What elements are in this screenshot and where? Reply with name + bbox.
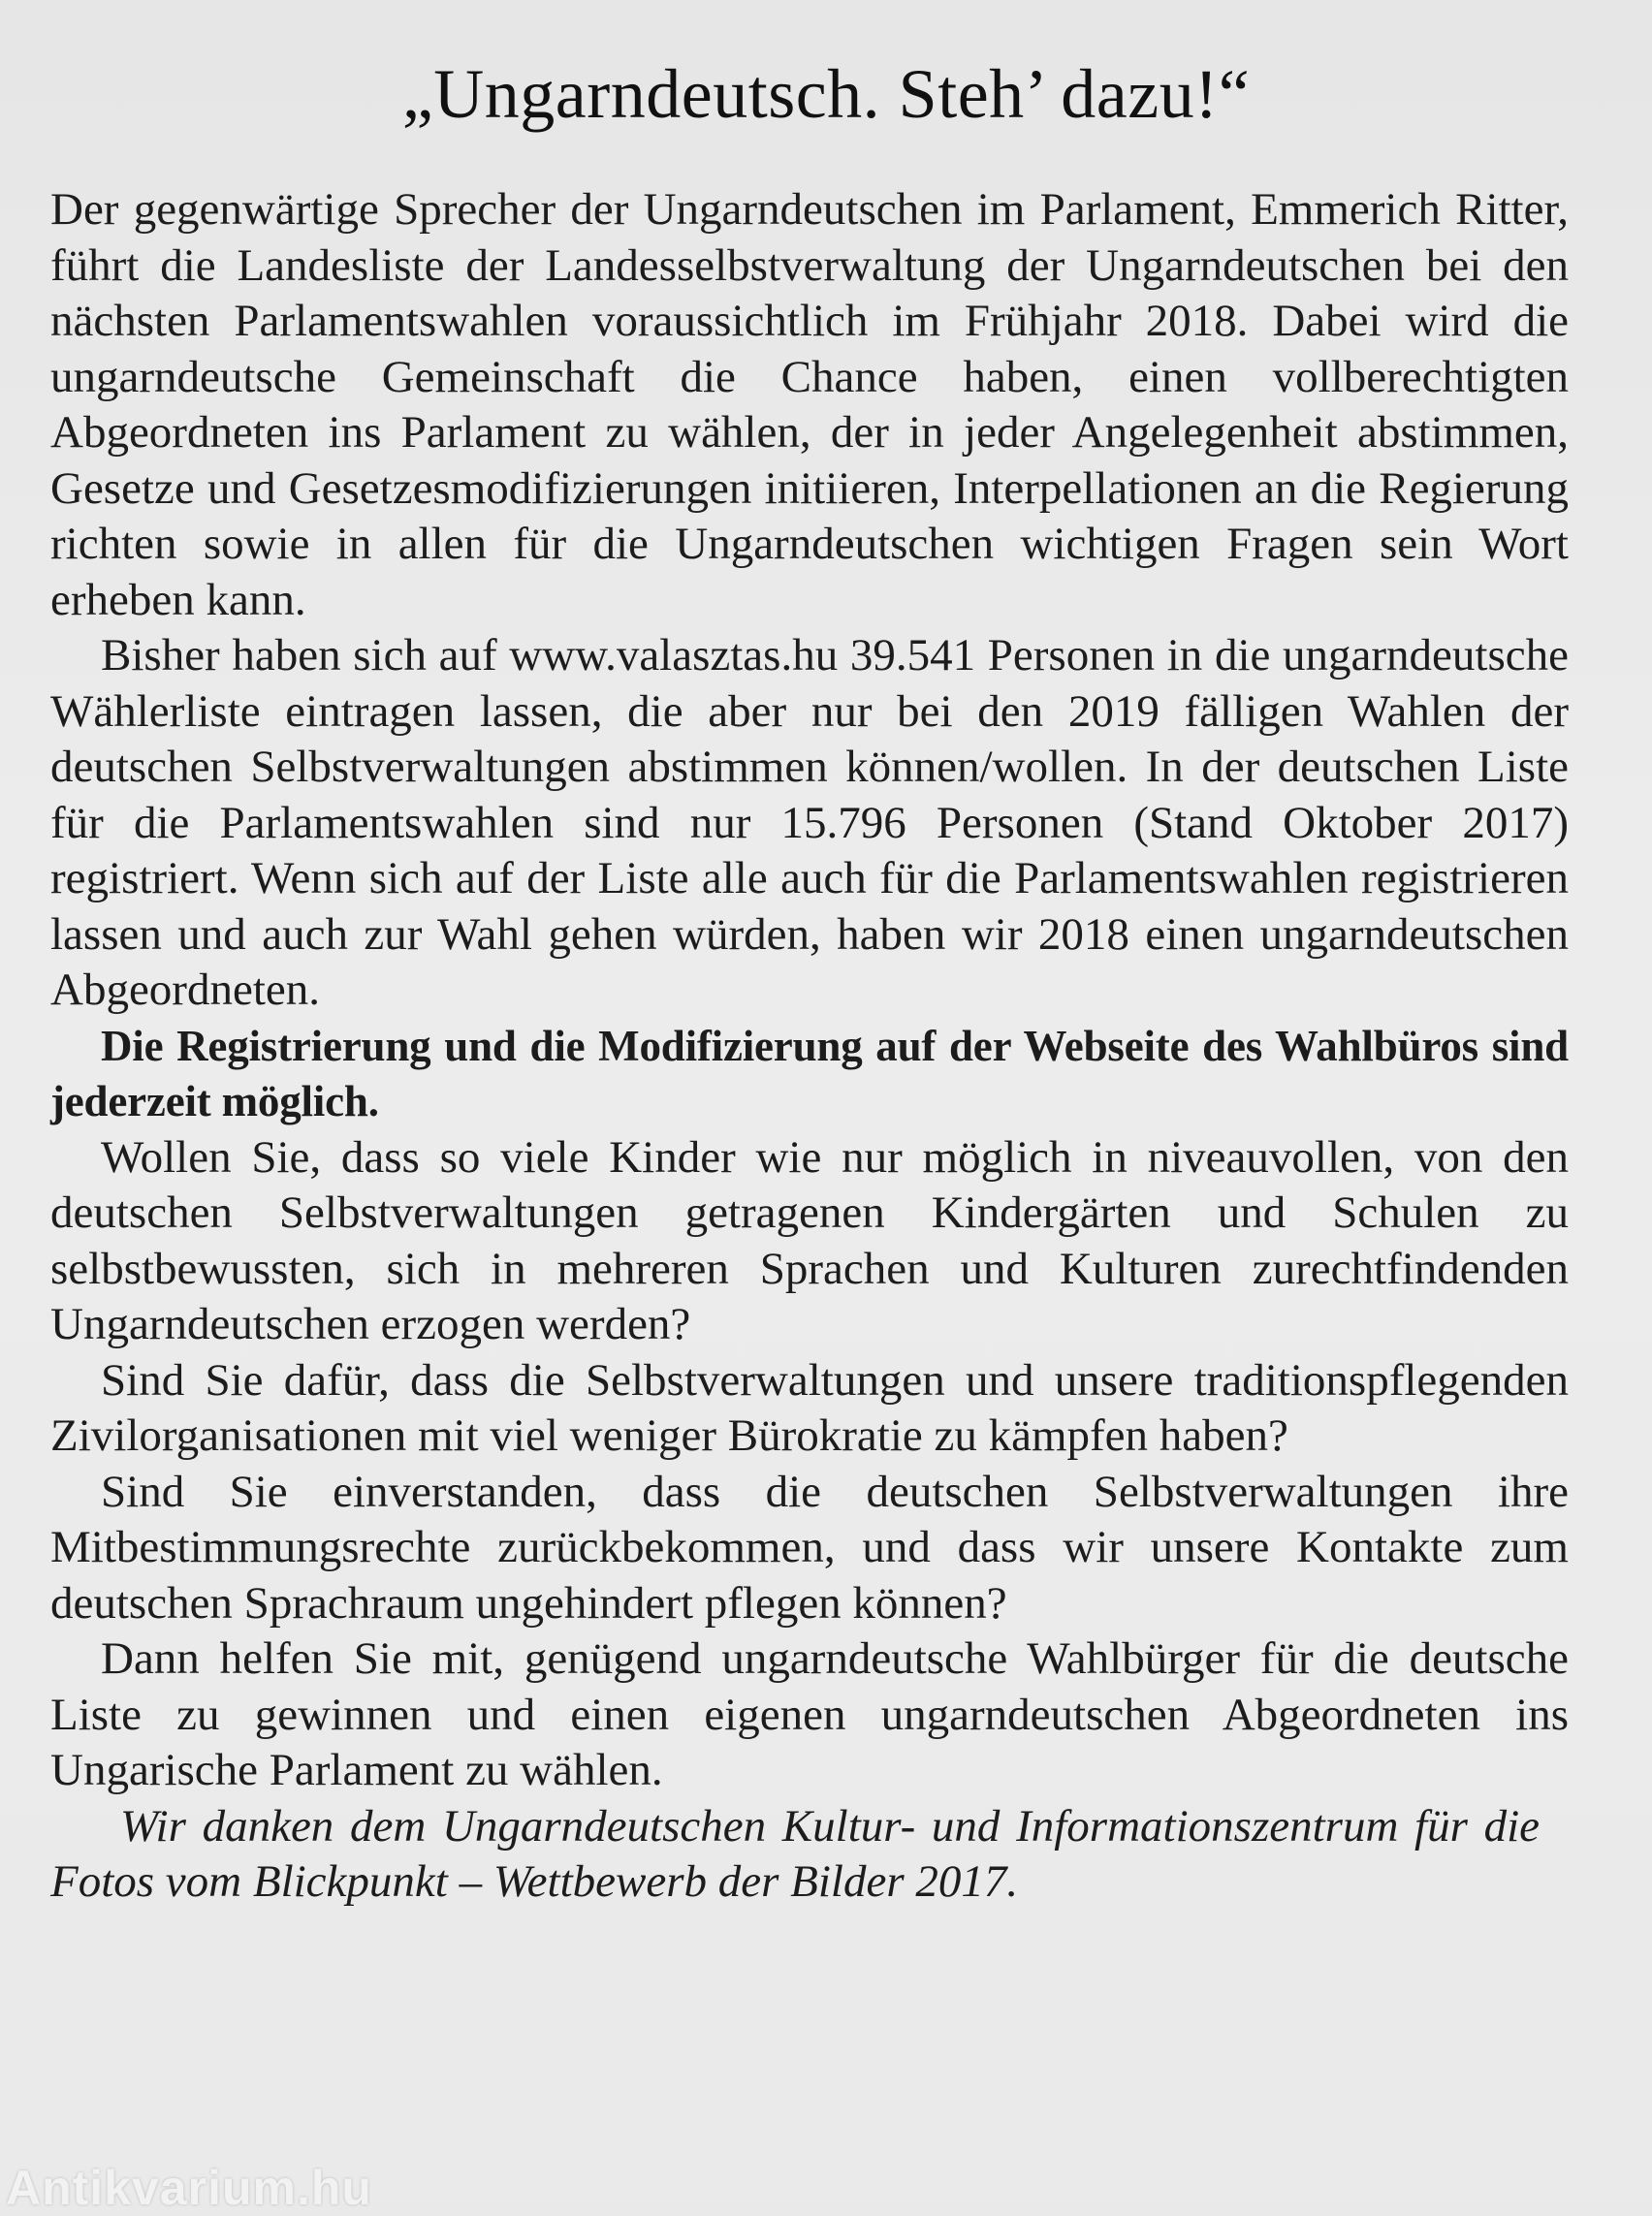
paragraph-photo-credits: Wir danken dem Ungarndeutschen Kultur- und Informationszentrum für die Fotos vom Blickpunkt – Wettbewerb der Bilder 2017. — [50, 1800, 1540, 1907]
article-title: „Ungarndeutsch. Steh’ dazu!“ — [401, 55, 1251, 133]
article-body — [50, 182, 1569, 1911]
paragraph-registration-stats: Bisher haben sich auf www.valasztas.hu 39.541 Personen in die ungarndeutsche Wählerliste eintragen lassen, die aber nur bei den 2019 fälligen Wahlen der deutschen Selbstverwaltungen abstimmen können/wollen. In der deutschen Liste für die Parlamentswahlen sind nur 15.796 Personen (Stand Oktober 2017) registriert. Wenn sich auf der Liste alle auch für die Parlamentswahlen registrieren lassen und auch zur Wahl gehen würden, haben wir 2018 einen ungarndeutschen Abgeordneten. — [50, 630, 1569, 1015]
paragraph-question-rights: Sind Sie einverstanden, dass die deutschen Selbstverwaltungen ihre Mitbestimmungsrechte zurückbekommen, und dass wir unsere Kontakte zum deutschen Sprachraum ungehindert pflegen können? — [50, 1466, 1569, 1629]
antikvarium-watermark: Antikvarium.hu — [6, 2161, 372, 2215]
paragraph-question-bureaucracy: Sind Sie dafür, dass die Selbstverwaltungen und unsere traditionspflegenden Zivilorganisationen mit viel weniger Bürokratie zu kämpfen haben? — [50, 1354, 1569, 1461]
paragraph-intro: Der gegenwärtige Sprecher der Ungarndeutschen im Parlament, Emmerich Ritter, führt die Landesliste der Landesselbstverwaltung der Ungarndeutschen bei den nächsten Parlamentswahlen voraussichtlich im Frühjahr 2018. Dabei wird die ungarndeutsche Gemeinschaft die Chance haben, einen vollberechtigten Abgeordneten ins Parlament zu wählen, der in jeder Angelegenheit abstimmen, Gesetze und Gesetzesmodifizierungen initiieren, Interpellationen an die Regierung richten sowie in allen für die Ungarndeutschen wichtigen Fragen sein Wort erheben kann. — [50, 184, 1569, 625]
paragraph-registration-note: Die Registrierung und die Modifizierung auf der Webseite des Wahlbüros sind jederzeit möglich. — [50, 1021, 1569, 1125]
paragraph-question-children: Wollen Sie, dass so viele Kinder wie nur möglich in niveauvollen, von den deutschen Selbstverwaltungen getragenen Kindergärten und Schulen zu selbstbewussten, sich in mehreren Sprachen und Kulturen zurechtfindenden Ungarndeutschen erzogen werden? — [50, 1131, 1569, 1349]
paragraph-call-to-action: Dann helfen Sie mit, genügend ungarndeutsche Wahlbürger für die deutsche Liste zu gewinnen und einen eigenen ungarndeutschen Abgeordneten ins Ungarische Parlament zu wählen. — [50, 1633, 1569, 1795]
